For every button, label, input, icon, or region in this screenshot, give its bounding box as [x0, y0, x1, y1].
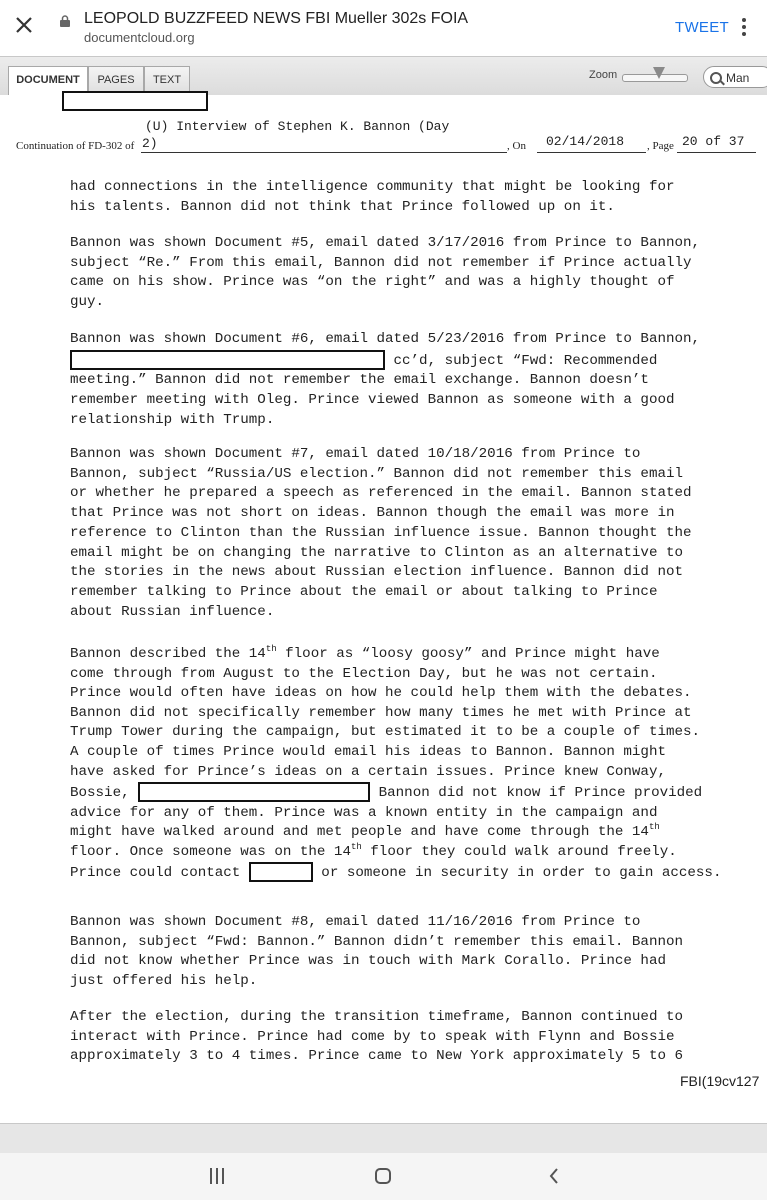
paragraph: Bannon was shown Document #7, email dated 10/18/2016 from Prince to Bannon, subject “Russia/US election.” Bannon did not remember this email or whether he prepared a speech as referenced in the email. Bannon stated that Prince was not short on ideas. Bannon though the email was more in reference to Clinton than the Russian influence issue. Bannon thought the email might be on changing the narrative to Clinton as an alternative to the stories in the news about Russian election influence. Bannon did not remember talking to Prince about the email or about talking to Prince about Russian influence. — [70, 446, 692, 620]
home-icon[interactable] — [375, 1168, 391, 1184]
recent-apps-icon[interactable] — [209, 1168, 225, 1184]
paragraph: Bannon was shown Document #6, email dated 5/23/2016 from Prince to Bannon, cc’d, subject “Fwd: Recommended meeting.” Bannon did not remember the email exchange. Bannon doesn’t remember meeting with Oleg. Prince viewed Bannon as someone with a good relationship with Trump. — [70, 331, 701, 428]
back-icon[interactable] — [548, 1168, 560, 1184]
tweet-button[interactable]: TWEET — [675, 19, 729, 36]
tab-document[interactable]: DOCUMENT — [8, 66, 88, 96]
search-icon — [710, 72, 722, 84]
paragraph: had connections in the intelligence community that might be looking for his talents. Bannon did not think that Prince followed up on it. — [70, 179, 675, 215]
redaction-box — [62, 91, 208, 111]
on-label: , On — [507, 140, 526, 152]
zoom-slider-thumb[interactable] — [653, 67, 665, 79]
paragraph: After the election, during the transition timeframe, Bannon continued to interact with Prince. Prince had come by to speak with Flynn and Bossie approximately 3 to 4 times. Prince came to New York approximately 5 to 6 — [70, 1009, 683, 1065]
more-vert-icon[interactable] — [740, 16, 748, 38]
document-page — [0, 95, 767, 1123]
paragraph: Bannon was shown Document #5, email dated 3/17/2016 from Prince to Bannon, subject “Re.” From this email, Bannon did not remember if Prince actually came on his show. Prince was “on the right” and was a highly thought of guy. — [70, 235, 701, 311]
close-icon[interactable] — [12, 13, 36, 37]
tab-pages[interactable]: PAGES — [88, 66, 144, 94]
search-input-value: Man — [726, 71, 750, 85]
continuation-label: Continuation of FD-302 of — [16, 140, 135, 152]
paragraph: Bannon described the 14th floor as “loosy goosy” and Prince might have come through from August to the Election Day, but he was not certain. Prince would often have ideas on how he could help them with the debates. Bannon did not specifically remember how many times he met with Prince at Trump Tower during the campaign, but estimated it to be a couple of times. A couple of times Prince would email his ideas to Bannon. Bannon might have asked for Prince’s ideas on a certain issues. Prince knew Conway, Bossie, Bannon did not know if Prince provided advice for any of them. Prince was a known entity in the campaign and might have walked around and met people and have come through the 14th floor. Once someone was on the 14th floor they could walk around freely. Prince could contact or someone in security in order to gain access. — [70, 644, 722, 882]
paragraph: Bannon was shown Document #8, email dated 11/16/2016 from Prince to Bannon, subject “Fwd: Bannon.” Bannon didn’t remember this email. Bannon did not know whether Prince was in touch with Mark Corallo. Prince had just offered his help. — [70, 914, 683, 990]
page-underline — [677, 152, 756, 153]
page-label: , Page — [647, 140, 674, 152]
subject-line-2: 2) — [142, 136, 158, 151]
page-title: LEOPOLD BUZZFEED NEWS FBI Mueller 302s FOIA — [84, 10, 469, 27]
bates-number: FBI(19cv127 — [680, 1073, 760, 1089]
viewer-toolbar — [0, 56, 767, 96]
app-bar — [0, 0, 767, 56]
tab-text[interactable]: TEXT — [144, 66, 190, 94]
lock-icon — [60, 15, 70, 27]
page-url: documentcloud.org — [84, 30, 195, 45]
subject-underline — [141, 152, 507, 153]
redaction-box — [70, 350, 385, 370]
redaction-box — [249, 862, 313, 882]
document-date: 02/14/2018 — [546, 134, 625, 149]
system-navigation-bar — [0, 1153, 767, 1200]
page-number: 20 of 37 — [682, 134, 745, 149]
date-underline — [537, 152, 646, 153]
viewer-bottom-band — [0, 1123, 767, 1154]
zoom-label: Zoom — [589, 69, 618, 81]
search-input[interactable] — [703, 66, 767, 88]
subject-line-1: (U) Interview of Stephen K. Bannon (Day — [145, 119, 450, 134]
redaction-box — [138, 782, 370, 802]
